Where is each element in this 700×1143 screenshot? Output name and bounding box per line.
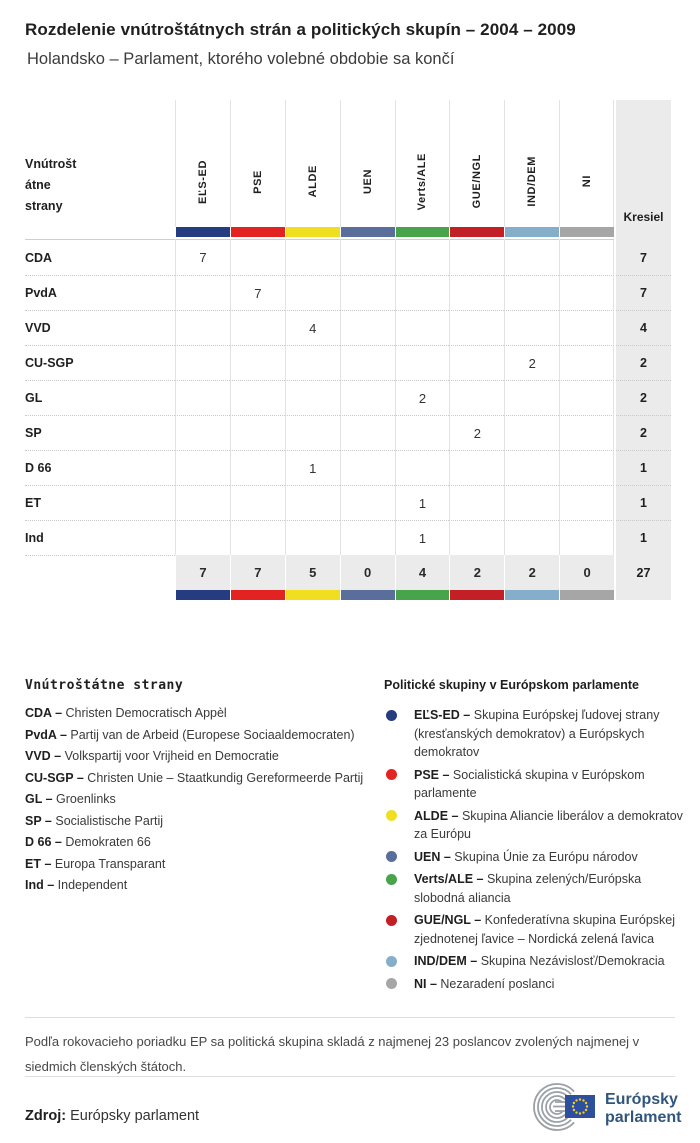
column-total-cell: 2 [449,555,504,590]
seat-cell [175,485,230,520]
bottom-bar-spacer [25,590,175,600]
seat-cell [449,380,504,415]
group-color-bar [559,227,614,240]
group-abbr: Verts/ALE – [414,872,487,886]
color-bar-fill [505,590,559,600]
seat-cell [504,450,559,485]
color-bar-fill [176,590,230,600]
seat-cell [285,520,340,555]
header-underline [25,227,175,240]
seat-cell [230,485,285,520]
legend-party-item [25,814,373,829]
seat-cell [559,520,614,555]
group-desc-text: Skupina zelených/Európska slobodná aliancia [414,872,642,905]
group-color-bar-bottom [285,590,340,600]
national-parties-legend [25,678,373,900]
seat-cell: 1 [285,450,340,485]
column-total-cell: 0 [340,555,395,590]
color-bar-fill [560,590,614,600]
grand-total-cell: 27 [616,555,671,590]
row-total-cell: 1 [616,450,671,485]
seat-cell [285,380,340,415]
seat-cell [175,450,230,485]
group-color-bar-bottom [175,590,230,600]
group-label: UEN [361,168,374,195]
seat-cell [340,520,395,555]
political-groups-legend [384,678,684,997]
source-value: Európsky parlament [70,1108,200,1124]
color-bar-fill [505,227,559,237]
legend-party-item [25,792,373,807]
group-label: PSE [251,169,264,194]
party-desc: Socialistische Partij [55,813,164,828]
seat-cell [559,275,614,310]
party-desc: Europa Transparant [54,856,166,871]
seat-cell [395,310,450,345]
page-subtitle: Holandsko – Parlament, ktorého volebné obdobie sa končí [27,50,455,68]
group-desc [414,848,638,867]
seat-cell: 1 [395,485,450,520]
group-label: Verts/ALE [416,152,429,211]
party-abbr: ET – [25,856,55,871]
seat-cell [230,345,285,380]
group-desc-text: Skupina Aliancie liberálov a demokratov za Európu [414,808,683,841]
row-header [25,100,175,227]
group-desc [414,952,665,971]
group-color-bar-bottom [559,590,614,600]
seat-cell [175,345,230,380]
color-bar-fill [286,227,340,237]
party-desc: Independent [57,878,128,892]
party-desc: Partij van de Arbeid (Europese Sociaaldemocraten) [70,727,355,742]
column-total-cell: 2 [504,555,559,590]
seat-cell [175,415,230,450]
party-label: CDA [25,250,53,265]
seat-cell [230,520,285,555]
party-abbr: CU-SGP – [25,770,88,785]
color-bar-fill [560,227,614,237]
group-label: EĽS-ED [196,159,209,204]
group-abbr: GUE/NGL – [414,913,485,927]
seat-cell [449,240,504,275]
seat-cell [285,345,340,380]
seat-table [25,100,671,600]
seat-cell [504,415,559,450]
political-groups-list [384,706,684,993]
seat-cell: 2 [449,415,504,450]
party-desc: Christen Unie – Staatkundig Gereformeerde Partij [87,770,364,785]
group-abbr: PSE – [414,767,453,782]
seat-cell [395,450,450,485]
seat-cell [230,450,285,485]
color-bar-fill [286,590,340,600]
group-color-bar-bottom [340,590,395,600]
seats-column-fill [616,227,671,240]
divider-top [25,1017,675,1018]
group-desc [414,911,684,948]
page-title: Rozdelenie vnútroštátnych strán a politických skupín – 2004 – 2009 [25,20,576,39]
seat-cell [340,415,395,450]
seat-cell [504,520,559,555]
european-parliament-logo [531,1079,696,1140]
row-total-cell: 2 [616,415,671,450]
group-abbr: EĽS-ED – [414,708,474,722]
seat-cell [559,380,614,415]
legend-group-item [384,952,684,971]
seat-cell [449,485,504,520]
group-desc [414,870,684,907]
party-label: ET [25,485,175,520]
party-desc: Groenlinks [56,792,116,806]
party-label: VVD [25,310,175,345]
seat-cell [449,520,504,555]
party-desc: Christen Democratisch Appèl [65,706,227,720]
seat-cell [340,380,395,415]
seat-cell [504,275,559,310]
seat-cell [285,415,340,450]
legend-group-item [384,870,684,907]
column-total-cell: 5 [285,555,340,590]
seat-cell [175,310,230,345]
legend-party-item [25,771,373,786]
party-desc: Volkspartij voor Vrijheid en Democratie [64,749,279,763]
party-label: SP [25,415,175,450]
group-desc-text: Skupina Únie za Európu národov [454,849,638,864]
seat-cell [175,275,230,310]
legend-party-item [25,706,373,721]
seat-cell [175,520,230,555]
row-total-cell: 7 [616,240,671,275]
footnote: Podľa rokovacieho poriadku EP sa politická skupina skladá z najmenej 23 poslancov zvolených najmenej v siedmich členských štátoch. [25,1034,640,1074]
legend-group-item [384,911,684,948]
national-parties-list [25,706,373,893]
seat-cell [449,275,504,310]
group-label: IND/DEM [526,156,539,207]
source-label: Zdroj: [25,1108,67,1124]
group-desc [414,975,554,994]
seats-column-header: Kresiel [616,100,671,227]
divider-bottom [25,1076,675,1077]
column-total-cell: 0 [559,555,614,590]
party-label: CU-SGP [25,345,175,380]
seat-cell [559,450,614,485]
seat-cell [559,485,614,520]
row-total-cell: 1 [616,520,671,555]
group-abbr: IND/DEM – [414,954,481,968]
seat-cell [230,415,285,450]
party-label: D 66 [25,450,175,485]
seat-cell [340,240,395,275]
group-color-bar [504,227,559,240]
seat-cell [559,240,614,275]
group-column-header [559,100,614,227]
group-column-header [395,100,450,227]
legend-group-item [384,706,684,762]
seat-cell: 7 [175,240,230,275]
color-bar-fill [176,227,230,237]
group-column-header [230,100,285,227]
party-abbr: CDA – [25,706,66,720]
ep-hemicycle-icon [531,1079,696,1135]
group-desc [414,807,684,844]
column-total-cell: 7 [230,555,285,590]
party-abbr: PvdA – [25,727,71,742]
group-label: NI [580,175,593,188]
seats-column-fill [616,590,671,600]
legend-party-item [25,857,373,872]
seat-cell: 1 [395,520,450,555]
color-bar-fill [341,227,395,237]
row-total-cell: 2 [616,345,671,380]
color-bar-fill [396,227,450,237]
group-color-dot-icon [386,978,397,989]
seat-cell [285,240,340,275]
seat-cell [230,240,285,275]
totals-row-spacer [25,555,175,590]
group-color-dot-icon [386,810,397,821]
group-color-bar-bottom [449,590,504,600]
seat-cell [340,450,395,485]
group-color-bar [230,227,285,240]
column-total-cell: 7 [175,555,230,590]
group-abbr: NI – [414,976,441,991]
color-bar-fill [341,590,395,600]
seat-cell [395,275,450,310]
seat-cell [285,485,340,520]
party-abbr: SP – [25,813,56,828]
seat-cell [449,450,504,485]
legend-group-item [384,848,684,867]
group-column-header [504,100,559,227]
group-color-bar [340,227,395,240]
political-groups-heading: Politické skupiny v Európskom parlamente [384,678,639,692]
column-total-cell: 4 [395,555,450,590]
group-desc [414,706,684,762]
seat-cell: 7 [230,275,285,310]
group-color-bar [175,227,230,240]
logo-text-line1: Európsky [605,1091,678,1108]
seat-cell [559,345,614,380]
seat-cell [175,380,230,415]
party-abbr: VVD – [25,749,65,763]
group-color-dot-icon [386,915,397,926]
group-label: ALDE [306,165,319,198]
color-bar-fill [231,590,285,600]
group-color-bar-bottom [504,590,559,600]
seat-cell [285,275,340,310]
seat-cell [449,345,504,380]
color-bar-fill [450,590,504,600]
seat-cell [340,485,395,520]
group-color-bar-bottom [395,590,450,600]
seat-cell [340,275,395,310]
group-color-bar [449,227,504,240]
group-desc [414,766,684,803]
legend-party-item [25,878,373,893]
legend-party-item [25,749,373,764]
group-color-dot-icon [386,710,397,721]
row-header-line: Vnútrošt [25,157,77,171]
legend-group-item [384,807,684,844]
logo-text-line2: parlament [605,1109,682,1126]
group-column-header [340,100,395,227]
group-column-header [175,100,230,227]
group-label: GUE/NGL [471,154,484,209]
group-color-bar-bottom [230,590,285,600]
group-color-dot-icon [386,956,397,967]
seat-cell [395,345,450,380]
legend-group-item [384,766,684,803]
group-desc-text: Skupina Európskej ľudovej strany (kresťanských demokratov) a Európskych demokratov [414,708,660,759]
seat-cell [504,310,559,345]
party-abbr: Ind – [25,878,58,892]
seat-cell [504,380,559,415]
seat-cell: 2 [395,380,450,415]
source-line [25,1108,199,1124]
party-label: Ind [25,520,175,555]
row-header-line: átne [25,178,51,192]
group-color-bar [395,227,450,240]
party-desc: Demokraten 66 [65,835,151,849]
national-parties-heading: Vnútroštátne strany [25,678,184,693]
color-bar-fill [231,227,285,237]
party-abbr: D 66 – [25,835,66,849]
seat-cell [559,310,614,345]
seat-cell [504,485,559,520]
group-desc-text: Socialistická skupina v Európskom parlamente [414,767,645,800]
group-color-dot-icon [386,874,397,885]
party-label: PvdA [25,275,175,310]
color-bar-fill [450,227,504,237]
color-bar-fill [396,590,450,600]
seat-cell [559,415,614,450]
row-header-line: strany [25,199,63,213]
group-abbr: UEN – [414,849,455,864]
group-column-header [285,100,340,227]
group-color-bar [285,227,340,240]
row-total-cell: 2 [616,380,671,415]
row-total-cell: 1 [616,485,671,520]
group-desc-text: Skupina Nezávislosť/Demokracia [480,954,665,968]
party-abbr: GL – [25,792,57,806]
seat-cell [395,415,450,450]
seat-cell: 4 [285,310,340,345]
seat-cell [230,310,285,345]
legend-party-item [25,835,373,850]
seat-cell [340,310,395,345]
group-color-dot-icon [386,769,397,780]
group-color-dot-icon [386,851,397,862]
seat-cell [340,345,395,380]
seat-cell [230,380,285,415]
seat-cell [504,240,559,275]
seat-cell [395,240,450,275]
legend-group-item [384,975,684,994]
row-total-cell: 7 [616,275,671,310]
legend-party-item [25,728,373,743]
seat-cell [449,310,504,345]
group-abbr: ALDE – [414,808,462,823]
row-total-cell: 4 [616,310,671,345]
group-desc-text: Nezaradení poslanci [440,976,555,991]
party-label: GL [25,380,175,415]
group-column-header [449,100,504,227]
group-desc-text: Konfederatívna skupina Európskej zjednotenej ľavice – Nordická zelená ľavica [414,913,676,946]
seat-cell: 2 [504,345,559,380]
